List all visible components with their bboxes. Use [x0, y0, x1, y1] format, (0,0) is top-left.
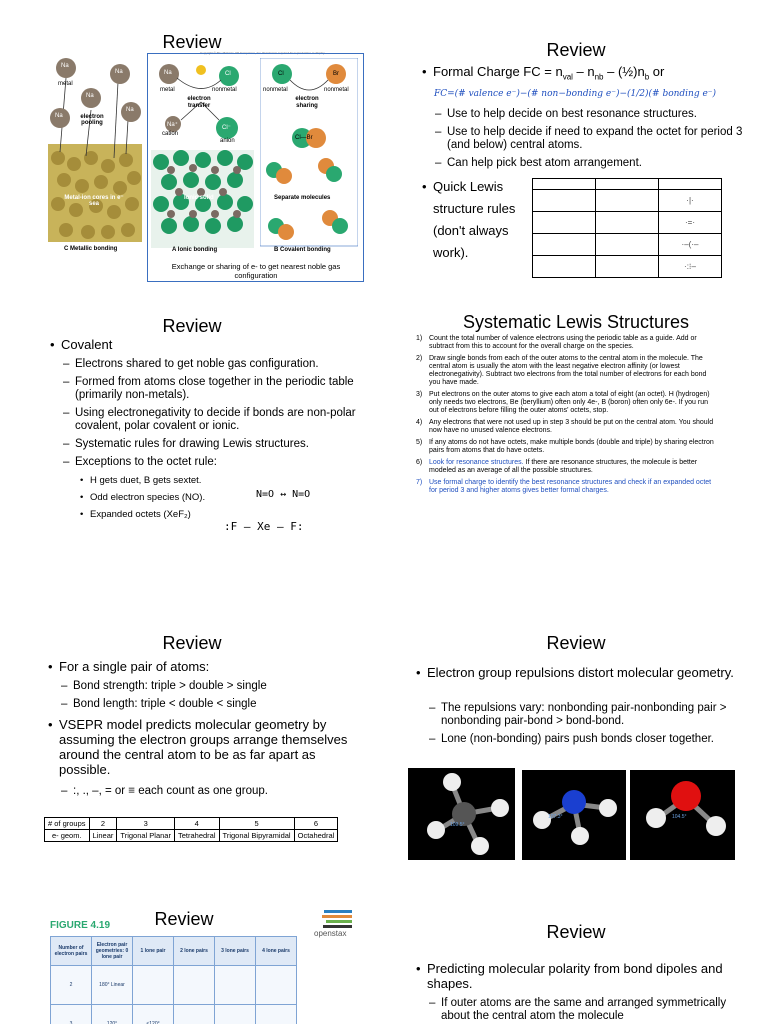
methane-model-image [408, 768, 515, 860]
copyright-note: Copyright © The McGraw-Hill Companies, Inc. Permission required for reproduction or display. [200, 51, 326, 55]
ionic-metal-label: metal [160, 87, 175, 93]
table-cell: <120° [133, 1005, 174, 1024]
formal-charge-uses [424, 108, 745, 175]
covalent-subpoints [52, 358, 363, 474]
table-row [51, 937, 297, 966]
repulsion-bullet: • Electron group repulsions distort molecular geometry. [416, 665, 736, 680]
slide-1 [0, 0, 384, 300]
slide-4 [384, 300, 768, 600]
table-cell: e- geom. [45, 830, 90, 842]
lewis-step [416, 391, 716, 415]
slide-5 [0, 620, 384, 860]
lewis-cell [533, 234, 596, 256]
metallic-bonding-panel [46, 54, 144, 256]
cation-label: cation [162, 131, 179, 137]
xef2-structure: :F – Xe – F: [224, 520, 304, 533]
repulsion-bullet-list [416, 665, 736, 683]
ionic-atom-label: Na⁺ [167, 122, 178, 128]
lewis-cell [533, 212, 596, 234]
step-text: Draw single bonds from each of the outer atoms to the central atom in the molecule. The central atom is usually the atom with the least negative electron affinity (or lowest electronegativity). Subtract two electrons from the total number of electrons for each bond you have made. [429, 355, 707, 386]
covalent-subpoint: – Electrons shared to get noble gas configuration. [63, 358, 363, 371]
caption-ionic: A Ionic bonding [172, 247, 218, 253]
slide-4-title: Systematic Lewis Structures [462, 312, 690, 332]
step-number: 5) [416, 439, 423, 446]
water-model-image [630, 770, 735, 860]
bond-pair-bullet: • For a single pair of atoms: [48, 659, 363, 674]
fc-text: – n [572, 64, 595, 79]
slide-8-title: Review [546, 922, 606, 942]
formal-charge-formula: FC=(# valence e⁻)−(# non−bonding e⁻)−(1/2)(# bonding e⁻) [434, 89, 717, 99]
ionic-atom-label: Na [164, 70, 172, 76]
table-cell [256, 1005, 297, 1024]
repulsion-subpoints [418, 702, 739, 751]
table-cell [174, 966, 215, 1005]
openstax-logo [314, 908, 364, 948]
ionic-nonmetal-label: nonmetal [212, 87, 237, 93]
lewis-cell [659, 179, 722, 190]
separate-molecules-label: Separate molecules [274, 195, 331, 201]
lewis-steps [416, 335, 716, 499]
covalent-atom-label: Cl—Br [295, 135, 313, 141]
slide-2-bullets [422, 64, 762, 88]
step-number: 6) [416, 459, 423, 466]
table-cell: 3 [117, 818, 175, 830]
metal-atom-label: Na [61, 63, 69, 69]
vsepr-subpoints [50, 785, 361, 803]
ionic-solid-label: Ionic solid [184, 195, 214, 201]
no-resonance-structure: N=O ↔ N=O [256, 489, 311, 500]
lewis-step [416, 459, 716, 475]
fc-sub-b: b [644, 72, 650, 82]
covalent-nonmetal-label: nonmetal [263, 87, 288, 93]
step-number: 7) [416, 479, 423, 486]
lewis-cell: ·:⁝– [659, 256, 722, 278]
metal-ion-cores-label: Metal-ion cores in e⁻ sea [64, 195, 124, 207]
polarity-bullet-list [416, 961, 736, 994]
lewis-cell [533, 256, 596, 278]
lewis-cell [596, 190, 659, 212]
covalent-bullets [50, 337, 360, 355]
covalent-bullet: • Covalent [50, 337, 360, 352]
fc-use-item: – Use to help decide on best resonance structures. [435, 108, 745, 121]
bonding-figure-frame [147, 53, 364, 282]
polarity-subpoint: – If outer atoms are the same and arranged symmetrically about the central atom the molecule [429, 997, 729, 1023]
water-angle-label: 104.5° [672, 814, 687, 820]
slide-7-title: Review [154, 909, 214, 929]
ammonia-angle-label: 107.3° [548, 814, 563, 820]
quick-lewis-bullet-list [422, 176, 522, 267]
electron-transfer-label: electron transfer [187, 96, 211, 109]
lewis-step [416, 479, 716, 495]
anion-label: anion [220, 138, 235, 144]
lewis-cell: ·=· [659, 212, 722, 234]
table-cell: 2 [89, 818, 117, 830]
figure-label: FIGURE 4.19 [50, 920, 111, 931]
fc-use-item: – Use to help decide if need to expand the octet for period 3 (and below) central atoms. [435, 126, 745, 152]
step-number: 3) [416, 391, 423, 398]
lewis-cell [533, 190, 596, 212]
fc-text: Formal Charge FC = n [433, 64, 563, 79]
table-cell [133, 966, 174, 1005]
step-text: Put electrons on the outer atoms to give each atom a total of eight (an octet). H (hydrogen) only needs two electrons, Be (beryllium) often only 4e-, B (boron) often only 6e-. If you run out of electrons before filling the outer atoms' octets, stop. [429, 391, 710, 414]
covalent-subpoint: – Using electronegativity to decide if bonds are non-polar covalent, polar covalent or ionic. [63, 407, 363, 433]
step-text: Use formal charge to identify the best resonance structures and check if an expanded octet for period 3 and higher atoms gives better formal charges. [429, 479, 712, 494]
step-text: If there are resonance structures, the molecule is better modeled as an average of all the possible structures. [429, 459, 698, 474]
table-cell: 6 [294, 818, 338, 830]
table-cell: 120° [92, 1005, 133, 1024]
table-cell [174, 1005, 215, 1024]
octet-exception-item: • H gets duet, B gets sextet. [80, 475, 280, 487]
step-number: 4) [416, 419, 423, 426]
ammonia-model-image [522, 770, 626, 860]
table-cell: Trigonal Bipyramidal [219, 830, 294, 842]
quick-lewis-bullet: • Quick Lewis structure rules (don't always work). [422, 176, 522, 264]
electron-pooling-label: electron pooling [80, 114, 104, 126]
lewis-step [416, 439, 716, 455]
slide-1-title: Review [162, 32, 222, 52]
vsepr-bullet: • VSEPR model predicts molecular geometry by assuming the electron groups arrange themselves around the central atom to be as far apart as possible. [48, 717, 363, 777]
slide-6 [384, 620, 768, 865]
ionic-atom-label: Cl [225, 71, 231, 77]
slide-5-title: Review [162, 633, 222, 653]
vsepr-figure-table [50, 936, 297, 1024]
fc-text: – (½)n [603, 64, 645, 79]
slide-3-title: Review [162, 316, 222, 336]
table-row [51, 966, 297, 1005]
step-number: 2) [416, 355, 423, 362]
fc-sub-val: val [562, 72, 573, 82]
lewis-cell [533, 179, 596, 190]
table-cell: # of groups [45, 818, 90, 830]
table-row [45, 830, 338, 842]
table-cell: Trigonal Planar [117, 830, 175, 842]
lewis-cell [596, 179, 659, 190]
polarity-subpoints [418, 997, 729, 1024]
metal-atom-label: Na [86, 93, 94, 99]
table-cell: 3 [51, 1005, 92, 1024]
openstax-logo-text: openstax [314, 929, 347, 938]
ammonia-model [522, 770, 626, 860]
electron-geometry-table [44, 817, 338, 842]
caption-metallic: C Metallic bonding [64, 246, 118, 252]
slide-2 [384, 0, 768, 300]
lewis-step [416, 355, 716, 387]
table-cell: 180° Linear [92, 966, 133, 1005]
fc-use-item: – Can help pick best atom arrangement. [435, 157, 745, 170]
covalent-atom-label: Br [333, 71, 339, 77]
methane-model [408, 768, 515, 860]
repulsion-subpoint: – The repulsions vary: nonbonding pair-nonbonding pair > nonbonding pair-bond > bond-bond. [429, 702, 739, 728]
table-header-cell: Number of electron pairs [51, 937, 92, 966]
table-cell [215, 966, 256, 1005]
bond-pair-subpoints [50, 680, 361, 716]
table-header-cell: 2 lone pairs [174, 937, 215, 966]
table-cell [256, 966, 297, 1005]
bond-pair-subpoint: – Bond strength: triple > double > single [61, 680, 361, 693]
covalent-nonmetal-label: nonmetal [324, 87, 349, 93]
step-text-highlight: Look for resonance structures. [429, 459, 524, 466]
table-cell: Tetrahedral [174, 830, 219, 842]
slide-3 [0, 300, 384, 600]
octet-exception-item: • Expanded octets (XeF₂) [80, 509, 280, 521]
lewis-cell [596, 256, 659, 278]
methane-angle-label: 109.5° [450, 822, 465, 828]
metal-atom-label: Na [126, 107, 134, 113]
table-header-cell: 3 lone pairs [215, 937, 256, 966]
table-cell [215, 1005, 256, 1024]
figure-caption: Exchange or sharing of e- to get nearest noble gas configuration [171, 262, 341, 280]
slide-2-title: Review [546, 40, 606, 60]
formal-charge-bullet [422, 64, 762, 85]
step-text: Any electrons that were not used up in step 3 should be put on the central atom. You should now have no unused valence electrons. [429, 419, 714, 434]
step-number: 1) [416, 335, 423, 342]
octet-exceptions [56, 475, 280, 526]
fc-text: or [649, 64, 665, 79]
openstax-logo-icon [320, 908, 360, 928]
bond-pair-subpoint: – Bond length: triple < double < single [61, 698, 361, 711]
table-cell: 2 [51, 966, 92, 1005]
covalent-subpoint: – Exceptions to the octet rule: [63, 456, 363, 469]
fc-sub-nb: nb [594, 72, 604, 82]
table-cell: 4 [174, 818, 219, 830]
slide-6-title: Review [546, 633, 606, 653]
table-row [51, 1005, 297, 1024]
lewis-step [416, 335, 716, 351]
slide-7 [0, 890, 384, 1024]
lewis-step [416, 419, 716, 435]
metal-atom-label: Na [115, 69, 123, 75]
ionic-atom-label: Cl⁻ [222, 125, 231, 131]
table-header-cell: 4 lone pairs [256, 937, 297, 966]
covalent-subpoint: – Formed from atoms close together in the periodic table (primarily non-metals). [63, 376, 363, 402]
step-text: Count the total number of valence electrons using the periodic table as a guide. Add or subtract from this to account for the overall charge on the species. [429, 335, 697, 350]
quick-lewis-table [532, 178, 722, 278]
lewis-cell: ·–(·– [659, 234, 722, 256]
lewis-cell [596, 212, 659, 234]
covalent-subpoint: – Systematic rules for drawing Lewis structures. [63, 438, 363, 451]
vsepr-subpoint: – :, ., –, = or ≡ each count as one group. [61, 785, 361, 798]
bond-pair-bullet-list [48, 659, 363, 677]
electron-sharing-label: electron sharing [295, 96, 319, 109]
metal-label: metal [58, 81, 73, 87]
polarity-bullet: • Predicting molecular polarity from bond dipoles and shapes. [416, 961, 736, 991]
lewis-cell [596, 234, 659, 256]
table-row [45, 818, 338, 830]
repulsion-subpoint: – Lone (non-bonding) pairs push bonds closer together. [429, 733, 739, 746]
table-cell: Octahedral [294, 830, 338, 842]
table-header-cell: 1 lone pair [133, 937, 174, 966]
table-cell: 5 [219, 818, 294, 830]
table-header-cell: Electron pair geometries: 0 lone pair [92, 937, 133, 966]
step-text: If any atoms do not have octets, make multiple bonds (double and triple) by sharing electron pairs from atoms that do have octets. [429, 439, 714, 454]
vsepr-bullet-list [48, 717, 363, 780]
covalent-atom-label: Cl [278, 71, 284, 77]
table-cell: Linear [89, 830, 117, 842]
metal-atom-label: Na [55, 113, 63, 119]
octet-exception-item: • Odd electron species (NO). [80, 492, 280, 504]
slide-8 [384, 890, 768, 1024]
caption-covalent: B Covalent bonding [274, 247, 331, 253]
lewis-cell: ·|· [659, 190, 722, 212]
